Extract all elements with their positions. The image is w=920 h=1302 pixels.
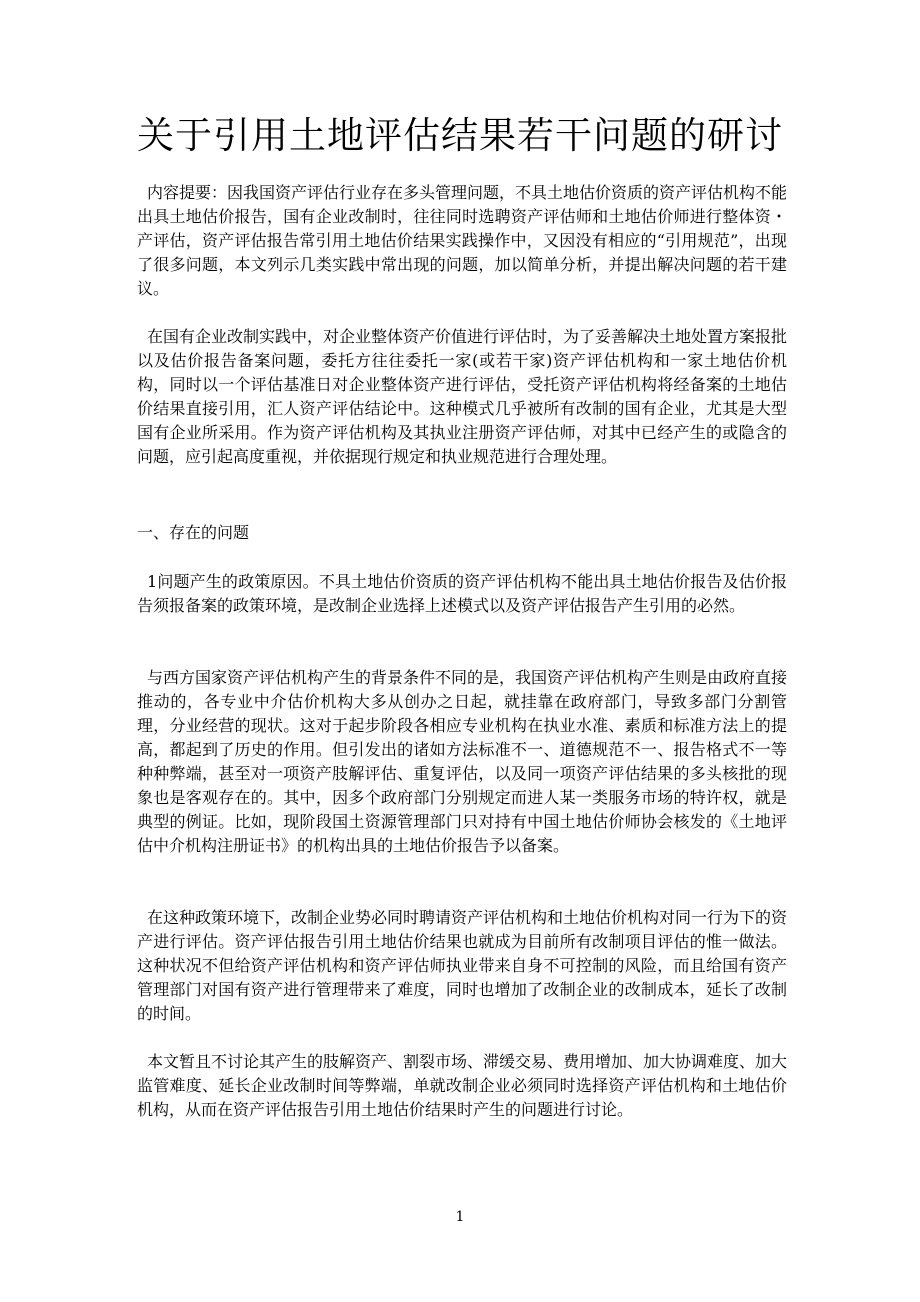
body-paragraph: 本文暂且不讨论其产生的肢解资产、割裂市场、滞缓交易、费用增加、加大协调难度、加大监管难度、延长企业改制时间等弊端，单就改制企业必须同时选择资产评估机构和土地估价机构，从而在资产评估报告引用土地估价结果时产生的问题进行讨论。 — [137, 1052, 788, 1119]
body-paragraph: 与西方国家资产评估机构产生的背景条件不同的是，我国资产评估机构产生则是由政府直接推动的，各专业中介估价机构大多从创办之日起，就挂靠在政府部门，导致多部门分割管理，分业经营的现状。这对于起步阶段各相应专业机构在执业水准、素质和标准方法上的提高，都起到了历史的作用。但引发出的诸如方法标准不一、道德规范不一、报告格式不一等种种弊端，甚至对一项资产肢解评估、重复评估，以及同一项资产评估结果的多头核批的现象也是客观存在的。其中，因多个政府部门分别规定而进人某一类服务市场的特许权，就是典型的例证。比如，现阶段国土资源管理部门只对持有中国土地估价师协会核发的《土地评估中介机构注册证书》的机构出具的土地估价报告予以备案。 — [137, 668, 788, 855]
document-title: 关于引用土地评估结果若干问题的研讨 — [137, 114, 783, 157]
body-paragraph: 1问题产生的政策原因。不具土地估价资质的资产评估机构不能出具土地估价报告及估价报告须报备案的政策环境，是改制企业选择上述模式以及资产评估报告产生引用的必然。 — [137, 572, 787, 615]
body-paragraph: 在这种政策环境下，改制企业势必同时聘请资产评估机构和土地估价机构对同一行为下的资产进行评估。资产评估报告引用土地估价结果也就成为目前所有改制项目评估的惟一做法。这种状况不但给资产评估机构和资产评估师执业带来自身不可控制的风险，而且给国有资产管理部门对国有资产进行管理带来了难度，同时也增加了改制企业的改制成本，延长了改制的时间。 — [137, 908, 788, 1023]
page-number: 1 — [455, 1209, 465, 1225]
section-heading: 一、存在的问题 — [137, 523, 250, 542]
abstract-paragraph: 内容提要：因我国资产评估行业存在多头管理问题，不具土地估价资质的资产评估机构不能出具土地估价报告，国有企业改制时，往往同时选聘资产评估师和土地估价师进行整体资・产评估，资产评估报告常引用土地估价结果实践操作中，又因没有相应的“引用规范”，出现了很多问题，本文列示几类实践中常出现的问题，加以简单分析，并提出解决问题的若干建议。 — [137, 183, 788, 298]
intro-paragraph: 在国有企业改制实践中，对企业整体资产价值进行评估时，为了妥善解决土地处置方案报批以及估价报告备案问题，委托方往往委托一家(或若干家)资产评估机构和一家土地估价机构，同时以一个评估基准日对企业整体资产进行评估，受托资产评估机构将经备案的土地估价结果直接引用，汇人资产评估结论中。这种模式几乎被所有改制的国有企业，尤其是大型国有企业所采用。作为资产评估机构及其执业注册资产评估师，对其中已经产生的或隐含的问题，应引起高度重视，并依据现行规定和执业规范进行合理处理。 — [137, 327, 788, 466]
